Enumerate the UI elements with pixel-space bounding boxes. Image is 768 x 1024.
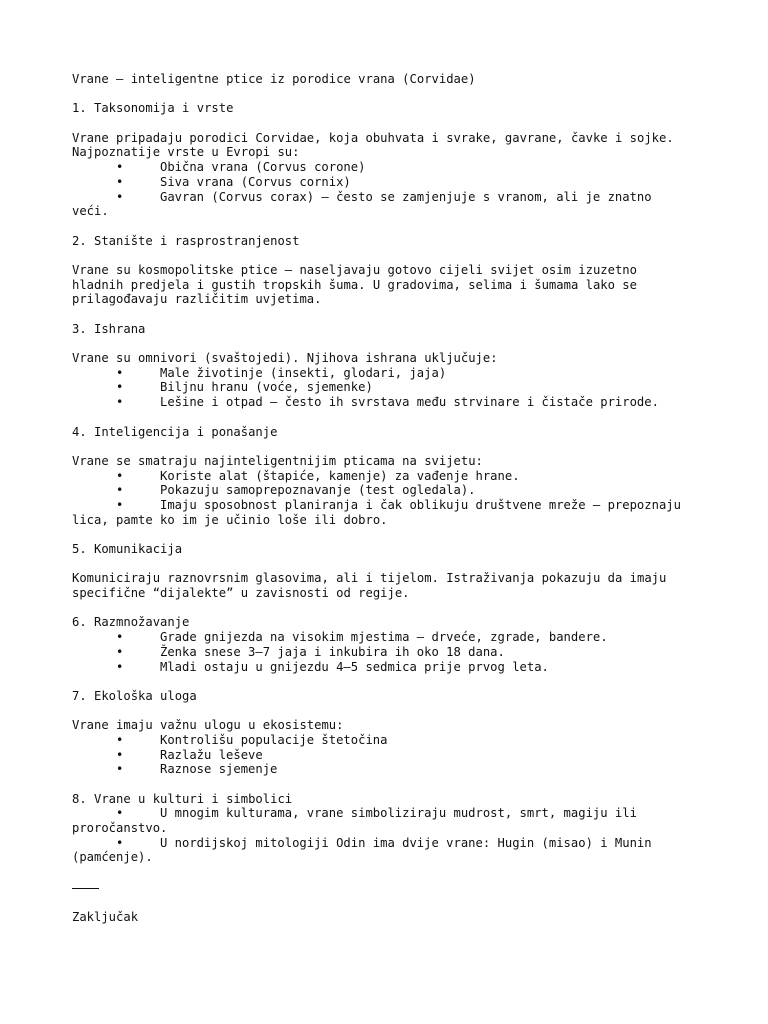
bullet-icon: • xyxy=(116,659,124,674)
section-heading-taxonomy: 1. Taksonomija i vrste xyxy=(72,101,234,116)
list-item: • Raznose sjemenje xyxy=(116,762,278,777)
list-item: • Mladi ostaju u gnijezdu 4–5 sedmica prije prvog leta. xyxy=(116,659,549,674)
paragraph: Vrane se smatraju najinteligentnijim pticama na svijetu: xyxy=(72,453,483,468)
list-item: • Koriste alat (štapiće, kamenje) za vađenje hrane. xyxy=(116,468,520,483)
section-heading-diet: 3. Ishrana xyxy=(72,321,146,336)
bullet-icon: • xyxy=(116,762,124,777)
bullet-icon: • xyxy=(116,806,124,821)
list-item: • Kontrolišu populacije štetočina xyxy=(116,732,388,747)
bullet-icon: • xyxy=(116,644,124,659)
document-title: Vrane – inteligentne ptice iz porodice vrana (Corvidae) xyxy=(72,72,476,86)
paragraph: Najpoznatije vrste u Evropi su: xyxy=(72,145,300,160)
section-heading-reproduction: 6. Razmnožavanje xyxy=(72,615,190,630)
bullet-icon: • xyxy=(116,160,124,175)
list-item: • Lešine i otpad – često ih svrstava među strvinare i čistače prirode. xyxy=(116,395,659,410)
list-item: • Razlažu leševe xyxy=(116,747,263,762)
list-item: • Obična vrana (Corvus corone) xyxy=(116,160,366,175)
document-body xyxy=(72,72,712,925)
paragraph: specifične “dijalekte” u zavisnosti od regije. xyxy=(72,586,410,601)
horizontal-divider xyxy=(72,888,99,896)
section-heading-conclusion: Zaključak xyxy=(72,910,139,925)
bullet-icon: • xyxy=(116,732,124,747)
bullet-icon: • xyxy=(116,747,124,762)
bullet-icon: • xyxy=(116,365,124,380)
bullet-icon: • xyxy=(116,497,124,512)
paragraph: Komuniciraju raznovrsnim glasovima, ali i tijelom. Istraživanja pokazuju da imaju xyxy=(72,571,667,586)
bullet-icon: • xyxy=(116,189,124,204)
list-item: • Male životinje (insekti, glodari, jaja) xyxy=(116,365,447,380)
section-heading-intelligence: 4. Inteligencija i ponašanje xyxy=(72,424,278,439)
paragraph: Vrane pripadaju porodici Corvidae, koja obuhvata i svrake, gavrane, čavke i sojke. xyxy=(72,130,674,145)
bullet-icon: • xyxy=(116,483,124,498)
paragraph: Vrane imaju važnu ulogu u ekosistemu: xyxy=(72,718,344,733)
bullet-icon: • xyxy=(116,630,124,645)
bullet-icon: • xyxy=(116,468,124,483)
bullet-icon: • xyxy=(116,174,124,189)
paragraph: Vrane su kosmopolitske ptice – naseljavaju gotovo cijeli svijet osim izuzetno xyxy=(72,262,637,277)
list-item: • U mnogim kulturama, vrane simboliziraju mudrost, smrt, magiju ili proročanstvo. xyxy=(72,806,637,836)
bullet-icon: • xyxy=(116,835,124,850)
section-heading-communication: 5. Komunikacija xyxy=(72,542,183,556)
list-item: • Siva vrana (Corvus cornix) xyxy=(116,174,351,189)
list-item: • Grade gnijezda na visokim mjestima – drveće, zgrade, bandere. xyxy=(116,630,608,645)
paragraph: hladnih predjela i gustih tropskih šuma. U gradovima, selima i šumama lako se xyxy=(72,277,637,292)
bullet-icon: • xyxy=(116,395,124,410)
list-item: • Pokazuju samoprepoznavanje (test ogledala). xyxy=(116,483,476,498)
bullet-icon: • xyxy=(116,380,124,395)
section-heading-habitat: 2. Stanište i rasprostranjenost xyxy=(72,233,300,248)
paragraph: Vrane su omnivori (svaštojedi). Njihova ishrana uključuje: xyxy=(72,351,498,366)
list-item: • Ženka snese 3–7 jaja i inkubira ih oko 18 dana. xyxy=(116,644,505,659)
paragraph: prilagođavaju različitim uvjetima. xyxy=(72,292,322,307)
list-item: • Imaju sposobnost planiranja i čak oblikuju društvene mreže – prepoznaju lica, pamte ko im je učinio loše ili dobro. xyxy=(72,497,681,527)
list-item: • U nordijskoj mitologiji Odin ima dvije vrane: Hugin (misao) i Munin (pamćenje). xyxy=(72,835,652,865)
section-heading-culture: 8. Vrane u kulturi i simbolici xyxy=(72,791,293,806)
list-item: • Gavran (Corvus corax) – često se zamjenjuje s vranom, ali je znatno veći. xyxy=(72,189,652,219)
section-heading-ecology: 7. Ekološka uloga xyxy=(72,688,197,703)
list-item: • Biljnu hranu (voće, sjemenke) xyxy=(116,380,373,395)
